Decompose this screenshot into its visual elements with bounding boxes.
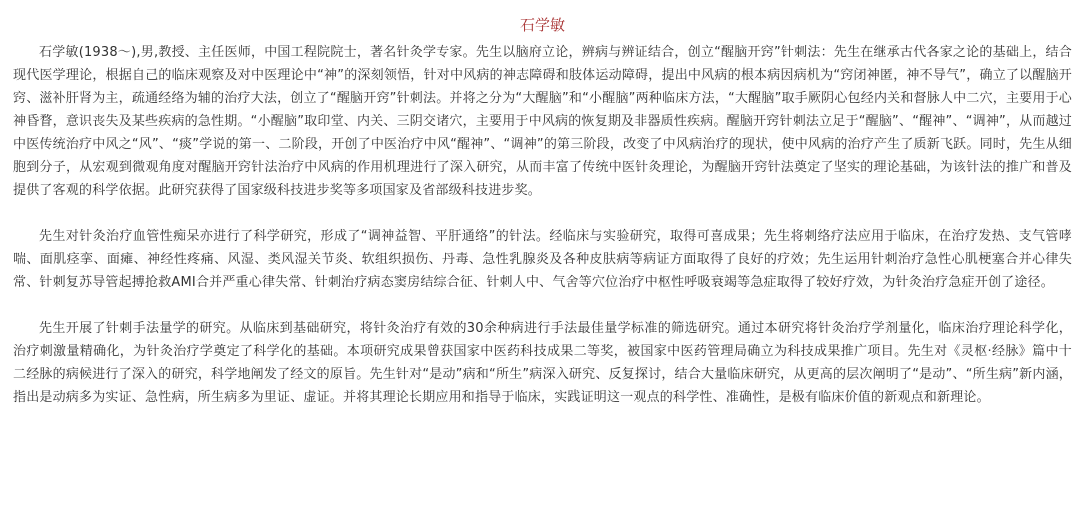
article-paragraph-3: 先生开展了针刺手法量学的研究。从临床到基础研究，将针灸治疗有效的30余种病进行手法最佳量学标准的筛选研究。通过本研究将针灸治疗学剂量化，临床治疗理论科学化，治疗刺激量精确化，为针灸治疗学奠定了科学化的基础。本项研究成果曾获国家中医药科技成果二等奖，被国家中医药管理局确立为科技成果推广项目。先生对《灵枢·经脉》篇中十二经脉的病候进行了深入的研究，科学地阐发了经文的原旨。先生针对“是动”病和“所生”病深入研究、反复探讨，结合大量临床研究，从更高的层次阐明了“是动”、“所生病”新内涵，指出是动病多为实证、急性病，所生病多为里证、虚证。并将其理论长期应用和指导于临床，实践证明这一观点的科学性、准确性，是极有临床价值的新观点和新理论。 xyxy=(13,321,1072,405)
paragraph-spacer xyxy=(13,202,1072,225)
article-paragraph-2: 先生对针灸治疗血管性痴呆亦进行了科学研究，形成了“调神益智、平肝通络”的针法。经临床与实验研究，取得可喜成果；先生将刺络疗法应用于临床，在治疗发热、支气管哮喘、面肌痉挛、面瘫、神经性疼痛、风湿、类风湿关节炎、软组织损伤、丹毒、急性乳腺炎及各种皮肤病等病证方面取得了良好的疗效；先生运用针刺治疗急性心肌梗塞合并心律失常、针刺复苏导管起搏抢救AMI合并严重心律失常、针刺治疗病态窦房结综合征、针刺人中、气舍等穴位治疗中枢性呼吸衰竭等急症取得了较好疗效，为针灸治疗急症开创了途径。 xyxy=(13,229,1072,290)
article-page xyxy=(0,15,1075,509)
article-title: 石学敏 xyxy=(519,16,565,34)
paragraph-spacer xyxy=(13,294,1072,317)
article-paragraph-1: 石学敏(1938～),男,教授、主任医师，中国工程院院士，著名针灸学专家。先生以脑府立论，辨病与辨证结合，创立“醒脑开窍”针刺法：先生在继承古代各家之论的基础上，结合现代医学理论，根据自己的临床观察及对中医理论中“神”的深刻领悟，针对中风病的神志障碍和肢体运动障碍，提出中风病的根本病因病机为“窍闭神匿，神不导气”，确立了以醒脑开窍、滋补肝肾为主，疏通经络为辅的治疗大法，创立了“醒脑开窍”针刺法。并将之分为“大醒脑”和“小醒脑”两种临床方法，“大醒脑”取手厥阴心包经内关和督脉人中二穴，主要用于心神昏瞀，意识丧失及某些疾病的急性期。“小醒脑”取印堂、内关、三阴交诸穴，主要用于中风病的恢复期及非器质性疾病。醒脑开窍针刺法立足于“醒脑”、“醒神”、“调神”，从而越过中医传统治疗中风之“风”、“痰”学说的第一、二阶段，开创了中医治疗中风“醒神”、“调神”的第三阶段，改变了中风病治疗的现状，使中风病的治疗产生了质新飞跃。同时，先生从细胞到分子，从宏观到微观角度对醒脑开窍针法治疗中风病的作用机理进行了深入研究，从而丰富了传统中医针灸理论，为醒脑开窍针法奠定了坚实的理论基础，为该针法的推广和普及提供了客观的科学依据。此研究获得了国家级科技进步奖等多项国家及省部级科技进步奖。 xyxy=(13,45,1072,198)
